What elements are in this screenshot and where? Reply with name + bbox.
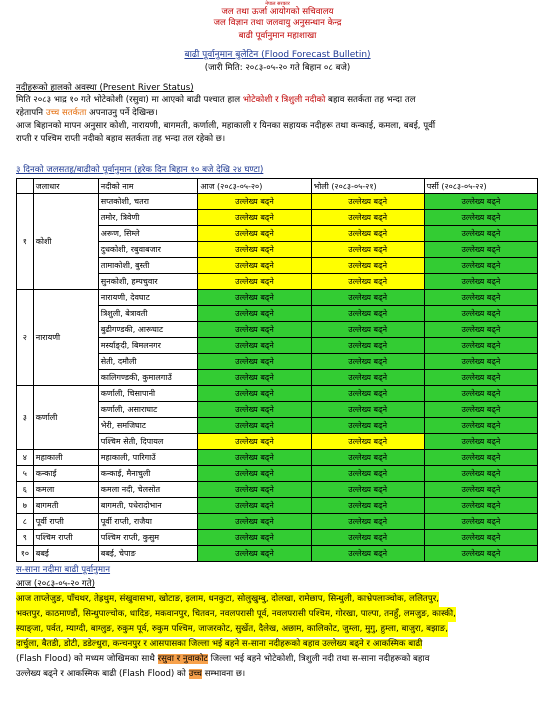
basin-name: बबई	[33, 546, 98, 562]
forecast-day-after: उल्लेख्य बढ्ने	[424, 274, 537, 290]
forecast-today: उल्लेख्य बढ्ने	[198, 242, 311, 258]
forecast-tomorrow: उल्लेख्य बढ्ने	[311, 306, 424, 322]
forecast-day-after: उल्लेख्य बढ्ने	[424, 370, 537, 386]
basin-number: २	[17, 290, 34, 386]
forecast-row	[17, 498, 538, 514]
header-day-after: पर्सी (२०८३-०५-२२)	[424, 179, 537, 194]
river-station: बागमती, पधेरादोभान	[98, 498, 198, 514]
forecast-day-after: उल्लेख्य बढ्ने	[424, 290, 537, 306]
forecast-tomorrow: उल्लेख्य बढ्ने	[311, 434, 424, 450]
basin-name: बागमती	[33, 498, 98, 514]
basin-name: नारायणी	[33, 290, 98, 386]
forecast-tomorrow: उल्लेख्य बढ्ने	[311, 226, 424, 242]
river-station: कन्काई, मैनाचुली	[98, 466, 198, 482]
forecast-day-after: उल्लेख्य बढ्ने	[424, 322, 537, 338]
small-rivers-line-1: आज ताप्लेजुङ, पाँचथर, तेह्रथुम, संखुवासभा, खोटाङ, इलाम, धनकुटा, सोलुखुम्बु, दोलखा, रामेछाप, सिन्धुली, काभ्रेपलाञ्चोक, ललितपुर,	[16, 592, 439, 607]
rasuwa-nuwakot-highlight: रसुवा र नुवाकोट	[157, 654, 208, 664]
header-tomorrow: भोली (२०८३-०५-२१)	[311, 179, 424, 194]
river-station: कर्णाली, चिसापानी	[98, 386, 198, 402]
small-rivers-heading: स-साना नदीमा बाढी पूर्वानुमान	[16, 565, 111, 575]
forecast-tomorrow: उल्लेख्य बढ्ने	[311, 546, 424, 562]
river-station: पश्चिम सेती, दिपायल	[98, 434, 198, 450]
forecast-day-after: उल्लेख्य बढ्ने	[424, 386, 537, 402]
river-station: बुढीगण्डकी, आरूघाट	[98, 322, 198, 338]
forecast-today: उल्लेख्य बढ्ने	[198, 194, 311, 210]
basin-number: ८	[17, 514, 34, 530]
river-station: अरूण, सिम्ले	[98, 226, 198, 242]
basin-name: कन्काई	[33, 466, 98, 482]
forecast-tomorrow: उल्लेख्य बढ्ने	[311, 210, 424, 226]
bulletin-title-text: बाढी पूर्वानुमान बुलेटिन (Flood Forecast Bulletin)	[184, 50, 371, 60]
basin-name: महाकाली	[33, 450, 98, 466]
forecast-today: उल्लेख्य बढ्ने	[198, 514, 311, 530]
forecast-tomorrow: उल्लेख्य बढ्ने	[311, 274, 424, 290]
river-status-line-2	[16, 107, 536, 120]
status-text: मिति २०८३ भाद्र १० गते भोटेकोशी (रसुवा) मा आएको बाढी पश्चात हाल	[16, 95, 243, 105]
forecast-table	[16, 178, 538, 562]
forecast-day-after: उल्लेख्य बढ्ने	[424, 498, 537, 514]
forecast-day-after: उल्लेख्य बढ्ने	[424, 306, 537, 322]
forecast-today: उल्लेख्य बढ्ने	[198, 386, 311, 402]
forecast-tomorrow: उल्लेख्य बढ्ने	[311, 322, 424, 338]
forecast-day-after: उल्लेख्य बढ्ने	[424, 546, 537, 562]
river-station: महाकाली, पारिगाउँ	[98, 450, 198, 466]
forecast-today: उल्लेख्य बढ्ने	[198, 546, 311, 562]
basin-number: १	[17, 194, 34, 290]
header-number	[17, 179, 34, 194]
river-station: कर्णाली, असाराघाट	[98, 402, 198, 418]
small-rivers-date: आज (२०८३-०५-२० गते)	[16, 579, 96, 589]
forecast-table-body	[17, 194, 538, 562]
basin-name: पश्चिम राप्ती	[33, 530, 98, 546]
high-alert-highlight: उच्च सतर्कता	[45, 108, 87, 118]
river-station: बबई, चेपाङ	[98, 546, 198, 562]
small-rivers-line-2: भक्तपुर, काठमाण्डौं, सिन्धुपाल्चोक, धादिङ, मकवानपुर, चितवन, नवलपरासी पूर्व, नवलपरासी पश्चिम, गोरखा, पाल्पा, तनहुँ, लमजुङ, कास्की,	[16, 607, 456, 622]
river-station: त्रिशुली, बेत्रावती	[98, 306, 198, 322]
forecast-day-after: उल्लेख्य बढ्ने	[424, 530, 537, 546]
basin-number: ५	[17, 466, 34, 482]
small-rivers-line-5	[16, 652, 536, 667]
forecast-day-after: उल्लेख्य बढ्ने	[424, 482, 537, 498]
basin-number: ४	[17, 450, 34, 466]
forecast-tomorrow: उल्लेख्य बढ्ने	[311, 450, 424, 466]
basin-name: पूर्वी राप्ती	[33, 514, 98, 530]
river-station: सेती, दमौली	[98, 354, 198, 370]
forecast-tomorrow: उल्लेख्य बढ्ने	[311, 482, 424, 498]
forecast-tomorrow: उल्लेख्य बढ्ने	[311, 402, 424, 418]
forecast-day-after: उल्लेख्य बढ्ने	[424, 402, 537, 418]
forecast-day-after: उल्लेख्य बढ्ने	[424, 354, 537, 370]
forecast-day-after: उल्लेख्य बढ्ने	[424, 434, 537, 450]
forecast-row	[17, 546, 538, 562]
forecast-today: उल्लेख्य बढ्ने	[198, 322, 311, 338]
river-station: कमला नदी, चेलसोत	[98, 482, 198, 498]
small-rivers-text: उल्लेख्य बढ्ने र आकस्मिक बाढी (Flash Flood) को	[16, 669, 189, 679]
forecast-today: उल्लेख्य बढ्ने	[198, 274, 311, 290]
forecast-today: उल्लेख्य बढ्ने	[198, 338, 311, 354]
forecast-today: उल्लेख्य बढ्ने	[198, 370, 311, 386]
river-station: पूर्वी राप्ती, राजैया	[98, 514, 198, 530]
forecast-today: उल्लेख्य बढ्ने	[198, 258, 311, 274]
forecast-tomorrow: उल्लेख्य बढ्ने	[311, 530, 424, 546]
forecast-row	[17, 386, 538, 402]
status-text: बहाव सतर्कता तह भन्दा तल	[325, 95, 416, 105]
forecast-today: उल्लेख्य बढ्ने	[198, 466, 311, 482]
forecast-row	[17, 194, 538, 210]
forecast-today: उल्लेख्य बढ्ने	[198, 402, 311, 418]
river-status-line-3: आज बिहानको मापन अनुसार कोशी, नारायणी, बागमती, कर्णाली, महाकाली र यिनका सहायक नदीहरू तथा कन्काई, कमला, बबई, पूर्वी	[16, 121, 436, 131]
basin-name: कोशी	[33, 194, 98, 290]
river-station: सुनकोशी, हम्पचुवार	[98, 274, 198, 290]
forecast-today: उल्लेख्य बढ्ने	[198, 530, 311, 546]
forecast-row	[17, 482, 538, 498]
river-station: सप्तकोशी, चतरा	[98, 194, 198, 210]
forecast-tomorrow: उल्लेख्य बढ्ने	[311, 418, 424, 434]
forecast-today: उल्लेख्य बढ्ने	[198, 418, 311, 434]
forecast-day-after: उल्लेख्य बढ्ने	[424, 242, 537, 258]
forecast-tomorrow: उल्लेख्य बढ्ने	[311, 354, 424, 370]
forecast-today: उल्लेख्य बढ्ने	[198, 482, 311, 498]
river-station: तमोर, त्रिवेणी	[98, 210, 198, 226]
forecast-tomorrow: उल्लेख्य बढ्ने	[311, 370, 424, 386]
forecast-header-row	[17, 179, 538, 194]
bulletin-title	[0, 47, 555, 60]
forecast-tomorrow: उल्लेख्य बढ्ने	[311, 514, 424, 530]
forecast-tomorrow: उल्लेख्य बढ्ने	[311, 466, 424, 482]
status-rivers-highlight: भोटेकोशी र त्रिशुली नदीको	[242, 95, 326, 105]
status-text: अपनाउनु पर्ने देखिन्छ।	[86, 108, 158, 118]
forecast-tomorrow: उल्लेख्य बढ्ने	[311, 498, 424, 514]
forecast-day-after: उल्लेख्य बढ्ने	[424, 194, 537, 210]
header-government: नेपाल सरकार	[265, 1, 290, 7]
header-basin: जलाधार	[33, 179, 98, 194]
river-station: नारायणी, देवघाट	[98, 290, 198, 306]
river-station: कालिगण्डकी, कुमालगाउँ	[98, 370, 198, 386]
forecast-today: उल्लेख्य बढ्ने	[198, 450, 311, 466]
forecast-row	[17, 290, 538, 306]
forecast-day-after: उल्लेख्य बढ्ने	[424, 466, 537, 482]
forecast-day-after: उल्लेख्य बढ्ने	[424, 258, 537, 274]
basin-number: ७	[17, 498, 34, 514]
small-rivers-text: जिल्ला भई बहने भोटेकोशी, त्रिशुली नदी तथा स-साना नदीहरूको बहाव	[207, 654, 430, 664]
districts-highlight: दार्चुला, बैतडी, डोटी, डडेल्धुरा, कन्चनपुर र आसपासका जिल्ला भई बहने स-साना नदीहरूको बहाव उल्लेख्य बढ्ने र आकस्मिक बाढी	[16, 639, 423, 649]
forecast-row	[17, 450, 538, 466]
river-status-heading: नदीहरूको हालको अवस्था (Present River Status)	[16, 83, 194, 93]
basin-number: ९	[17, 530, 34, 546]
river-station: मर्स्याङ्दी, बिमलनगर	[98, 338, 198, 354]
river-status-line-1	[16, 94, 536, 107]
basin-name: कमला	[33, 482, 98, 498]
forecast-tomorrow: उल्लेख्य बढ्ने	[311, 242, 424, 258]
river-status-line-4: राप्ती र पश्चिम राप्ती नदीको बहाव सतर्कता तह भन्दा तल रहेको छ।	[16, 134, 226, 144]
forecast-day-after: उल्लेख्य बढ्ने	[424, 514, 537, 530]
river-station: भेरी, समजिघाट	[98, 418, 198, 434]
forecast-tomorrow: उल्लेख्य बढ्ने	[311, 290, 424, 306]
forecast-day-after: उल्लेख्य बढ्ने	[424, 418, 537, 434]
river-status-paragraph	[16, 94, 536, 146]
forecast-today: उल्लेख्य बढ्ने	[198, 354, 311, 370]
forecast-today: उल्लेख्य बढ्ने	[198, 306, 311, 322]
forecast-day-after: उल्लेख्य बढ्ने	[424, 450, 537, 466]
forecast-row	[17, 466, 538, 482]
basin-name: कर्णाली	[33, 386, 98, 450]
forecast-today: उल्लेख्य बढ्ने	[198, 290, 311, 306]
forecast-heading: ३ दिनको जलसतह/बाढीको पूर्वानुमान (हरेक दिन बिहान १० बजे देखि २४ घण्टा)	[16, 165, 264, 175]
forecast-tomorrow: उल्लेख्य बढ्ने	[311, 194, 424, 210]
forecast-tomorrow: उल्लेख्य बढ्ने	[311, 386, 424, 402]
forecast-today: उल्लेख्य बढ्ने	[198, 498, 311, 514]
header-division: बाढी पूर्वानुमान महाशाखा	[238, 31, 317, 41]
small-rivers-line-6	[16, 667, 536, 682]
small-rivers-paragraph	[16, 592, 536, 682]
river-station: दुधकोशी, रबुवाबजार	[98, 242, 198, 258]
forecast-day-after: उल्लेख्य बढ्ने	[424, 338, 537, 354]
forecast-row	[17, 514, 538, 530]
forecast-tomorrow: उल्लेख्य बढ्ने	[311, 338, 424, 354]
forecast-day-after: उल्लेख्य बढ्ने	[424, 210, 537, 226]
forecast-today: उल्लेख्य बढ्ने	[198, 210, 311, 226]
forecast-today: उल्लेख्य बढ्ने	[198, 226, 311, 242]
header-department: जल विज्ञान तथा जलवायु अनुसन्धान केन्द्र	[213, 18, 342, 28]
header-today: आज (२०८३-०५-२०)	[198, 179, 311, 194]
small-rivers-text: (Flash Flood) को मध्यम जोखिमका साथै	[16, 654, 158, 664]
small-rivers-line-4	[16, 637, 536, 652]
high-probability-highlight: उच्च	[188, 669, 202, 679]
river-station: पश्चिम राप्ती, कुसुम	[98, 530, 198, 546]
small-rivers-line-3: स्याङ्जा, पर्वत, म्याग्दी, बाग्लुङ, रुकुम पूर्व, रुकुम पश्चिम, जाजरकोट, सुर्खेत, दैलेख, अछाम, कालिकोट, जुम्ला, मुगु, हुम्ला, बाजुरा, बझाङ,	[16, 622, 448, 637]
basin-number: ६	[17, 482, 34, 498]
basin-number: ३	[17, 386, 34, 450]
river-station: तामाकोशी, बुस्ती	[98, 258, 198, 274]
forecast-today: उल्लेख्य बढ्ने	[198, 434, 311, 450]
basin-number: १०	[17, 546, 34, 562]
header-ministry: जल तथा ऊर्जा आयोगको सचिवालय	[221, 7, 334, 17]
header-river: नदीको नाम	[98, 179, 198, 194]
forecast-day-after: उल्लेख्य बढ्ने	[424, 226, 537, 242]
small-rivers-text: सम्भावना छ।	[201, 669, 246, 679]
issued-date: (जारी मिति: २०८३-०५-२० गते बिहान ०८ बजे)	[204, 63, 351, 73]
forecast-tomorrow: उल्लेख्य बढ्ने	[311, 258, 424, 274]
status-text: रहेतापनि	[16, 108, 46, 118]
forecast-row	[17, 530, 538, 546]
